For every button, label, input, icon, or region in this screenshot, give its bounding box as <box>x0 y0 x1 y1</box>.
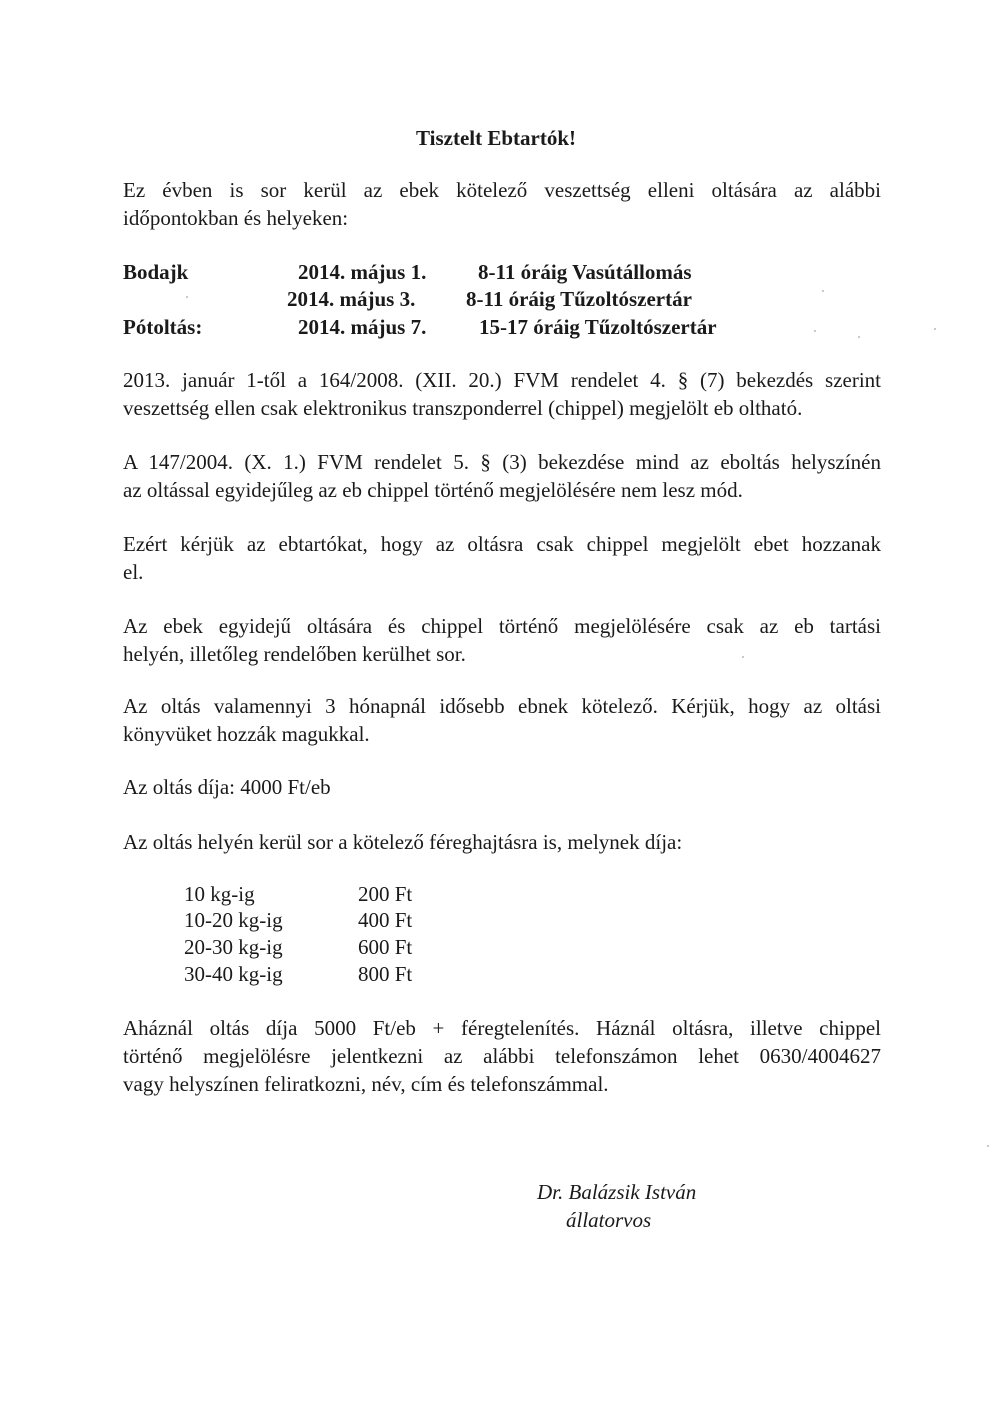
scan-speck <box>814 330 816 332</box>
signature-name: Dr. Balázsik István <box>537 1180 697 1204</box>
scan-speck <box>858 336 860 338</box>
schedule-date-1: 2014. május 1. <box>298 260 427 284</box>
price-weight: 10-20 kg-ig <box>184 908 283 932</box>
para1-line-2: veszettség ellen csak elektronikus transzponderrel (chippel) megjelölt eb oltható. <box>123 396 803 420</box>
vaccination-fee: Az oltás díja: 4000 Ft/eb <box>123 775 331 799</box>
price-weight: 30-40 kg-ig <box>184 962 283 986</box>
intro-line-1: Ez évben is sor kerül az ebek kötelező veszettség elleni oltására az alábbi <box>123 178 881 202</box>
scan-speck <box>822 290 824 292</box>
schedule-info-1: 8-11 óráig Vasútállomás <box>478 260 692 284</box>
price-value: 400 Ft <box>358 908 413 932</box>
price-weight: 10 kg-ig <box>184 882 255 906</box>
schedule-date-2: 2014. május 3. <box>287 287 416 311</box>
schedule-date-3: 2014. május 7. <box>298 315 427 339</box>
scan-speck <box>934 328 936 330</box>
price-weight: 20-30 kg-ig <box>184 935 283 959</box>
para3-line-1: Ezért kérjük az ebtartókat, hogy az oltásra csak chippel megjelölt ebet hozzanak <box>123 532 881 556</box>
para1-line-1: 2013. január 1-től a 164/2008. (XII. 20.) FVM rendelet 4. § (7) bekezdés szerint <box>123 368 881 392</box>
home-vacc-line-1: Aháznál oltás díja 5000 Ft/eb + féregtelenítés. Háznál oltásra, illetve chippel <box>123 1016 881 1040</box>
deworming-intro: Az oltás helyén kerül sor a kötelező féreghajtásra is, melynek díja: <box>123 830 683 854</box>
letter-title: Tisztelt Ebtartók! <box>416 126 577 150</box>
home-vacc-line-3: vagy helyszínen feliratkozni, név, cím és telefonszámmal. <box>123 1072 609 1096</box>
signature-title: állatorvos <box>566 1208 652 1232</box>
schedule-info-3: 15-17 óráig Tűzoltószertár <box>479 315 717 339</box>
price-value: 200 Ft <box>358 882 413 906</box>
intro-line-2: időpontokban és helyeken: <box>123 206 349 230</box>
scan-speck <box>987 1145 989 1147</box>
price-value: 800 Ft <box>358 962 413 986</box>
scan-speck <box>742 656 744 658</box>
para3-line-2: el. <box>123 560 144 584</box>
para5-line-2: könyvüket hozzák magukkal. <box>123 722 370 746</box>
para5-line-1: Az oltás valamennyi 3 hónapnál idősebb ebnek kötelező. Kérjük, hogy az oltási <box>123 694 881 718</box>
price-value: 600 Ft <box>358 935 413 959</box>
para4-line-2: helyén, illetőleg rendelőben kerülhet sor. <box>123 642 466 666</box>
para2-line-1: A 147/2004. (X. 1.) FVM rendelet 5. § (3) bekezdése mind az eboltás helyszínén <box>123 450 881 474</box>
schedule-place-1: Bodajk <box>123 260 189 284</box>
schedule-info-2: 8-11 óráig Tűzoltószertár <box>466 287 692 311</box>
scan-speck <box>186 296 188 298</box>
schedule-place-3: Pótoltás: <box>123 315 203 339</box>
para2-line-2: az oltással egyidejűleg az eb chippel történő megjelölésére nem lesz mód. <box>123 478 743 502</box>
para4-line-1: Az ebek egyidejű oltására és chippel történő megjelölésére csak az eb tartási <box>123 614 881 638</box>
home-vacc-line-2: történő megjelölésre jelentkezni az alábbi telefonszámon lehet 0630/4004627 <box>123 1044 881 1068</box>
